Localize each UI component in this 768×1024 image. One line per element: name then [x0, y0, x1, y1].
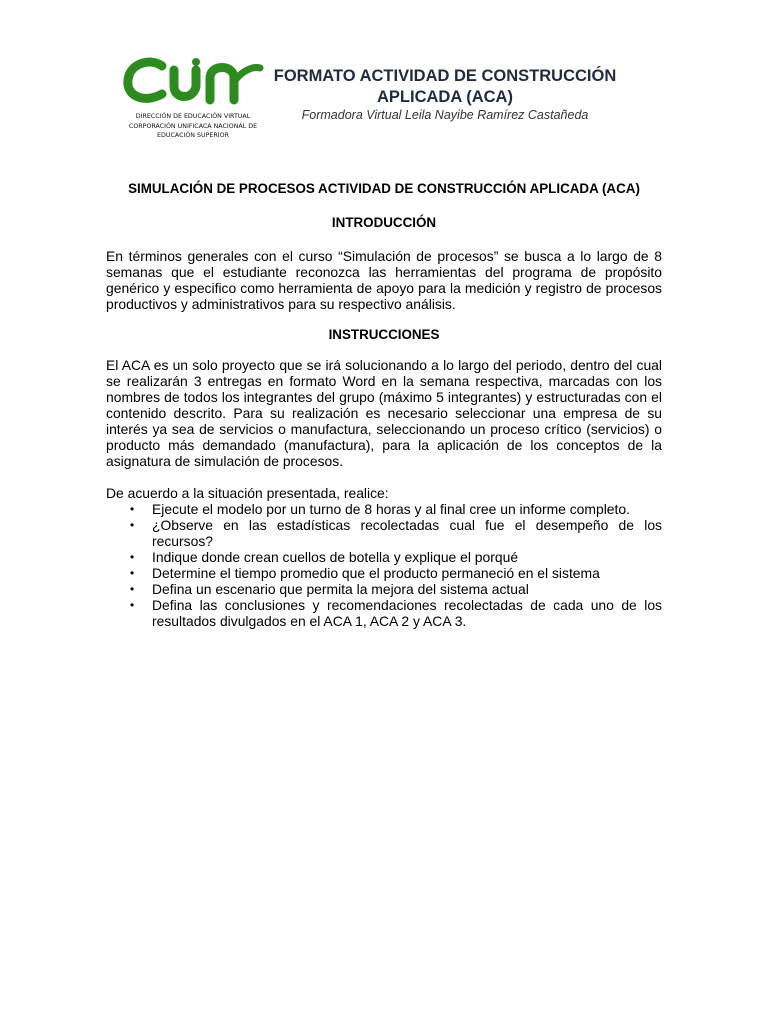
list-item-text: Indique donde crean cuellos de botella y explique el porqué — [152, 549, 519, 565]
section-heading-introduccion: INTRODUCCIÓN — [331, 215, 437, 230]
intro-paragraph: En términos generales con el curso “Simulación de procesos” se busca a lo largo de 8 semanas que el estudiante reconozca las herramientas del programa de propósito genérico y especifico como herramienta de apoyo para la medición y registro de procesos productivos y administrativos para su respectivo análisis. — [106, 248, 662, 312]
document-body — [106, 181, 662, 629]
list-item — [106, 501, 662, 517]
list-item-text: Defina un escenario que permita la mejora del sistema actual — [152, 581, 529, 597]
list-item-text: Ejecute el modelo por un turno de 8 horas y al final cree un informe completo. — [152, 501, 630, 517]
header-title-line: FORMATO ACTIVIDAD DE CONSTRUCCIÓN — [273, 67, 617, 85]
logo-caption-line: DIRECCIÓN DE EDUCACIÓN VIRTUAL — [135, 113, 251, 120]
task-list — [106, 501, 662, 629]
logo-caption-line: CORPORACIÓN UNIFICACA NACIONAL DE — [128, 122, 258, 130]
bullet-icon: • — [130, 518, 135, 532]
instructions-lead-in: De acuerdo a la situación presentada, realice: — [106, 485, 389, 501]
list-item — [106, 597, 662, 629]
logo-caption — [118, 112, 268, 141]
header-subtitle: Formadora Virtual Leila Nayibe Ramírez Castañeda — [301, 108, 589, 122]
header-title — [272, 66, 618, 108]
list-item-text: Determine el tiempo promedio que el producto permaneció en el sistema — [152, 565, 600, 581]
cun-logo-icon — [122, 56, 264, 106]
list-item-text: Defina las conclusiones y recomendaciones recolectadas de cada uno de los resultados divulgados en el ACA 1, ACA 2 y ACA 3. — [152, 597, 662, 629]
list-item — [106, 517, 662, 549]
logo-caption-line: EDUCACIÓN SUPERIOR — [157, 132, 229, 139]
section-heading-instrucciones: INSTRUCCIONES — [328, 327, 440, 342]
header-title-line: APLICADA (ACA) — [377, 88, 513, 106]
bullet-icon: • — [130, 550, 135, 564]
institution-logo — [118, 56, 268, 146]
bullet-icon: • — [130, 582, 135, 596]
list-item — [106, 565, 662, 581]
instructions-paragraph: El ACA es un solo proyecto que se irá solucionando a lo largo del periodo, dentro del cual se realizarán 3 entregas en formato Word en la semana respectiva, marcadas con los nombres de todos los integrantes del grupo (máximo 5 integrantes) y estructuradas con el contenido descrito. Para su realización es necesario seleccionar una empresa de su interés ya sea de servicios o manufactura, seleccionando un proceso crítico (servicios) o producto más demandado (manufactura), para la aplicación de los conceptos de la asignatura de simulación de procesos. — [106, 357, 662, 469]
document-title: SIMULACIÓN DE PROCESOS ACTIVIDAD DE CONSTRUCCIÓN APLICADA (ACA) — [128, 181, 640, 196]
bullet-icon: • — [130, 598, 135, 612]
list-item — [106, 549, 662, 565]
list-item-text: ¿Observe en las estadísticas recolectadas cual fue el desempeño de los recursos? — [152, 517, 662, 549]
list-item — [106, 581, 662, 597]
bullet-icon: • — [130, 502, 135, 516]
bullet-icon: • — [130, 566, 135, 580]
